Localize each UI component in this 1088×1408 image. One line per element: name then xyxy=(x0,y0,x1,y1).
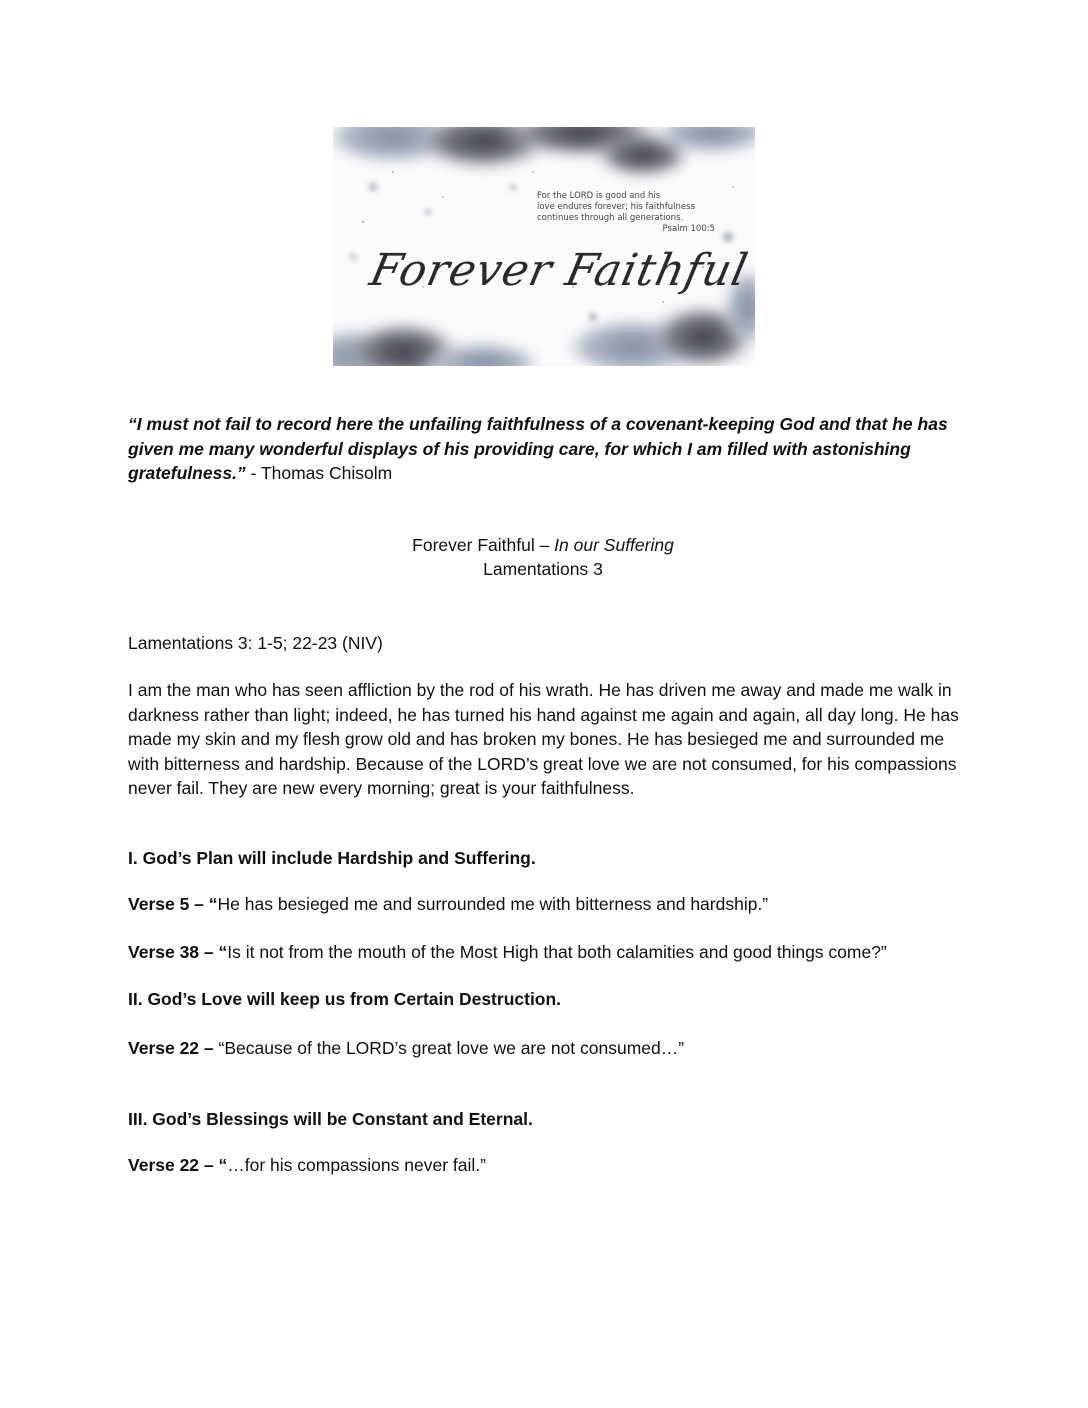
point-heading: I. God’s Plan will include Hardship and Suffering. xyxy=(128,848,536,868)
banner-verse-text xyxy=(537,191,737,235)
point-heading: II. God’s Love will keep us from Certain Destruction. xyxy=(128,989,562,1009)
point-heading: III. God’s Blessings will be Constant and Eternal. xyxy=(128,1109,533,1129)
sermon-title xyxy=(128,533,958,558)
verse-text: Is it not from the mouth of the Most High that both calamities and good things come?” xyxy=(227,942,887,962)
verse-line xyxy=(128,892,968,917)
verse-text: …for his compassions never fail.” xyxy=(227,1155,486,1175)
scripture-passage: I am the man who has seen affliction by the rod of his wrath. He has driven me away and made me walk in darkness rather than light; indeed, he has turned his hand against me again and again, all day long. He has made my skin and my flesh grow old and has broken my bones. He has besieged me and surrounded me with bitterness and hardship. Because of the LORD’s great love we are not consumed, for his compassions never fail. They are new every morning; great is your faithfulness. xyxy=(128,680,959,798)
verse-label: Verse 22 – “ xyxy=(128,1155,228,1175)
banner-verse-reference: Psalm 100:5 xyxy=(662,224,715,234)
scripture-reference: Lamentations 3: 1-5; 22-23 (NIV) xyxy=(128,633,383,653)
banner-verse-line: love endures forever; his faithfulness xyxy=(537,202,696,212)
banner-script-title: Forever Faithful xyxy=(365,245,753,296)
sermon-title-italic: In our Suffering xyxy=(554,535,674,555)
forever-faithful-banner-image xyxy=(333,127,755,366)
verse-label: Verse 38 – “ xyxy=(128,942,228,962)
banner-verse-line: continues through all generations. xyxy=(537,213,684,223)
sermon-subtitle: Lamentations 3 xyxy=(483,559,603,579)
quote-text: “I must not fail to record here the unfailing faithfulness of a covenant-keeping God and that he has given me many wonderful displays of his providing care, for which I am filled with astonishing gratefulness.” xyxy=(128,414,948,483)
verse-label: Verse 22 – xyxy=(128,1038,219,1058)
opening-quote xyxy=(128,412,958,486)
verse-text: He has besieged me and surrounded me with bitterness and hardship.” xyxy=(217,894,769,914)
verse-line xyxy=(128,1153,968,1178)
verse-line xyxy=(128,1036,968,1061)
verse-text: “Because of the LORD’s great love we are not consumed…” xyxy=(218,1038,685,1058)
banner-verse-line: For the LORD is good and his xyxy=(537,191,661,201)
verse-label: Verse 5 – “ xyxy=(128,894,218,914)
sermon-title-prefix: Forever Faithful – xyxy=(412,535,555,555)
quote-attribution: - Thomas Chisolm xyxy=(245,463,393,483)
verse-line xyxy=(128,940,968,965)
